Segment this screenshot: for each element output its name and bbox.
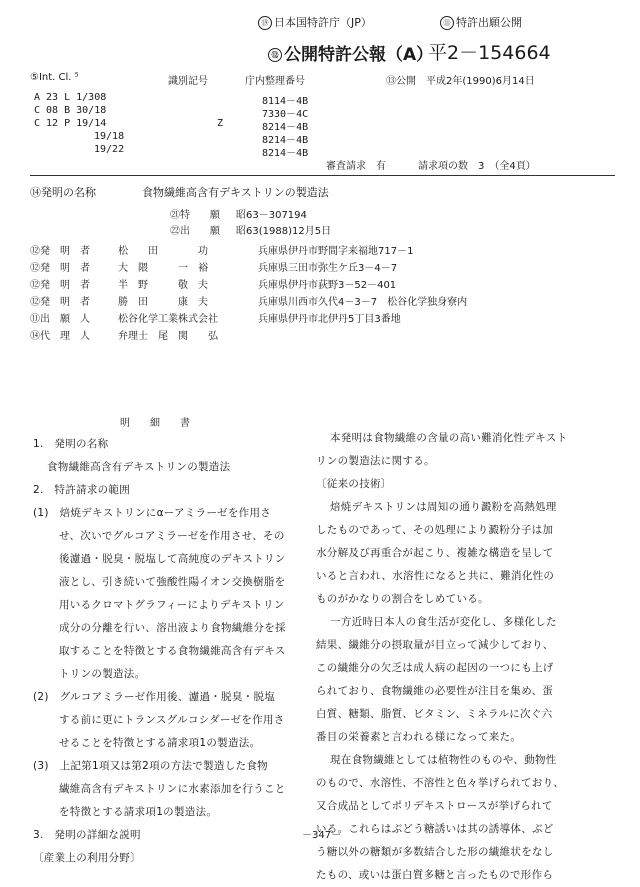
invention-title: 食物繊維高含有デキストリンの製造法 (142, 186, 329, 199)
party-address: 兵庫県伊丹市野間字来福地717－1 (258, 246, 414, 257)
party-name: 勝 田 康 夫 (118, 297, 208, 308)
class-row: C 12 P 19/14 (34, 118, 107, 129)
text-line: (3) 上記第1項又は第2項の方法で製造した食物 (33, 760, 268, 772)
party-name: 半 野 敬 夫 (118, 280, 208, 291)
party-address: 兵庫県川西市久代4－3－7 松谷化学独身寮内 (258, 297, 468, 308)
divider (30, 175, 615, 176)
text-line: 水分解及び再重合が起こり、複雑な構造を呈して (316, 547, 554, 559)
gazette-mark: ⑫ (268, 48, 282, 62)
text-line: 結果、繊維分の摂取量が目立って減少しており、 (316, 639, 554, 651)
text-line: 〔産業上の利用分野〕 (33, 852, 141, 864)
issuer-text: 日本国特許庁（JP） (274, 16, 372, 29)
gazette-title: ⑫ 公開特許公報（A） (268, 40, 433, 65)
pubtype-mark: ⑪ (440, 16, 454, 30)
publication-type (440, 14, 522, 30)
invention-label: ⑭発明の名称 (30, 186, 96, 199)
party-address: 兵庫県伊丹市荻野3－52－401 (258, 280, 397, 291)
class-symbol: Z (217, 118, 224, 129)
text-line: せ、次いでグルコアミラーゼを作用させ、その (59, 530, 285, 542)
intcl-label: ⑤Int. Cl. ⁵ (30, 72, 79, 83)
text-line: 液とし、引き続いて強酸性陽イオン交換樹脂を (59, 576, 286, 588)
text-line: 用いるクロマトグラフィーによりデキストリン (59, 599, 285, 611)
text-line: 3. 発明の詳細な説明 (33, 829, 141, 841)
text-line: 成分の分離を行い、溶出液より食物繊維分を採 (59, 622, 286, 634)
text-line: 白質、糖類、脂質、ビタミン、ミネラルに次ぐ六 (316, 708, 553, 720)
party-name: 弁理士 尾 関 弘 (118, 331, 218, 342)
party-address: 兵庫県三田市弥生ケ丘3－4－7 (258, 263, 398, 274)
text-line: いると言われ、水溶性になると共に、難消化性の (316, 570, 555, 582)
text-line: 又合成品としてポリデキストロースが挙げられて (316, 800, 553, 812)
text-line: のもので、水溶性、不溶性と色々挙げられており、 (316, 777, 565, 789)
party-role: ⑫発 明 者 (30, 297, 90, 308)
class-row: 19/22 (94, 144, 125, 155)
text-line: ものがかなりの割合をしめている。 (316, 593, 489, 605)
specification-heading: 明 細 書 (120, 418, 190, 429)
text-line: 一方近時日本人の食生活が変化し、多様化した (330, 616, 557, 628)
left-column (33, 433, 307, 870)
class-office: 8214－4B (262, 122, 309, 133)
text-line: 食物繊維高含有デキストリンの製造法 (47, 461, 231, 473)
text-line: (2) グルコアミラーゼ作用後、濾過・脱臭・脱塩 (33, 691, 276, 703)
class-row: 19/18 (94, 131, 125, 142)
exam-request: 審査請求 有 (326, 161, 386, 172)
text-line: 本発明は食物繊維の含量の高い難消化性デキスト (330, 432, 568, 444)
text-line: 〔従来の技術〕 (316, 478, 392, 490)
party-role: ⑭代 理 人 (30, 331, 90, 342)
symbol-label: 識別記号 (168, 76, 208, 87)
text-line: 繊維高含有デキストリンに水素添加を行うこと (59, 783, 286, 795)
publication-date: ⑬公開 平成2年(1990)6月14日 (386, 76, 535, 87)
party-name: 松谷化学工業株式会社 (118, 314, 218, 325)
text-line: を特徴とする請求項1の製造法。 (59, 806, 218, 818)
text-line: 現在食物繊維としては植物性のものや、動物性 (330, 754, 557, 766)
text-line: せることを特徴とする請求項1の製造法。 (59, 737, 261, 749)
pubtype-text: 特許出願公開 (456, 16, 522, 29)
claims-count: 請求項の数 3 （全4頁） (418, 161, 536, 172)
text-line: 2. 特許請求の範囲 (33, 484, 131, 496)
party-role: ⑫発 明 者 (30, 263, 90, 274)
class-office: 8214－4B (262, 135, 309, 146)
issuer-mark: ⑲ (258, 16, 272, 30)
text-line: したものであって、その処理により澱粉分子は加 (316, 524, 554, 536)
filing-label: ㉒出 願 (170, 226, 220, 237)
text-line: いる。これらはぶどう糖誘いは其の誘導体、ぶど (316, 823, 554, 835)
application-label: ㉑特 願 (170, 210, 220, 221)
text-line: 取することを特徴とする食物繊維高含有デキス (59, 645, 286, 657)
class-office: 7330－4C (262, 109, 309, 120)
text-line: リンの製造法に関する。 (316, 455, 435, 467)
text-line: られており、食物繊維の必要性が注目を集め、蛋 (316, 685, 554, 697)
class-row: C 08 B 30/18 (34, 105, 107, 116)
filing-date: 昭63(1988)12月5日 (236, 226, 332, 237)
page-number: －347－ (302, 830, 342, 841)
publication-number: 平2－154664 (428, 42, 551, 64)
text-line: この繊維分の欠乏は成人病の起因の一つにも上げ (316, 662, 554, 674)
right-column (316, 427, 590, 887)
class-office: 8214－4B (262, 148, 309, 159)
text-line: 焙焼デキストリンは周知の通り澱粉を高熱処理 (330, 501, 557, 513)
text-line: 1. 発明の名称 (33, 438, 109, 450)
party-name: 大 隈 一 裕 (118, 263, 208, 274)
office-label: 庁内整理番号 (245, 76, 305, 87)
party-role: ⑫発 明 者 (30, 246, 90, 257)
class-row: A 23 L 1/308 (34, 92, 107, 103)
text-line: たもの、或いは蛋白質多糖と言ったもので形作ら (316, 869, 554, 881)
party-name: 松 田 功 (118, 246, 208, 257)
party-role: ⑪出 願 人 (30, 314, 90, 325)
text-line: 番目の栄養素と言われる様になって来た。 (316, 731, 522, 743)
application-number: 昭63－307194 (236, 210, 307, 221)
text-line: トリンの製造法。 (59, 668, 146, 680)
party-address: 兵庫県伊丹市北伊丹5丁目3番地 (258, 314, 401, 325)
party-role: ⑫発 明 者 (30, 280, 90, 291)
text-line: 後濾過・脱臭・脱塩して高純度のデキストリン (59, 553, 286, 565)
issuer (258, 14, 372, 30)
class-office: 8114－4B (262, 96, 309, 107)
text-line: (1) 焙焼デキストリンにαーアミラーゼを作用さ (33, 507, 272, 519)
text-line: う糖以外の糖類が多数結合した形の繊維状をなし (316, 846, 554, 858)
text-line: する前に更にトランスグルコシダーゼを作用さ (59, 714, 285, 726)
